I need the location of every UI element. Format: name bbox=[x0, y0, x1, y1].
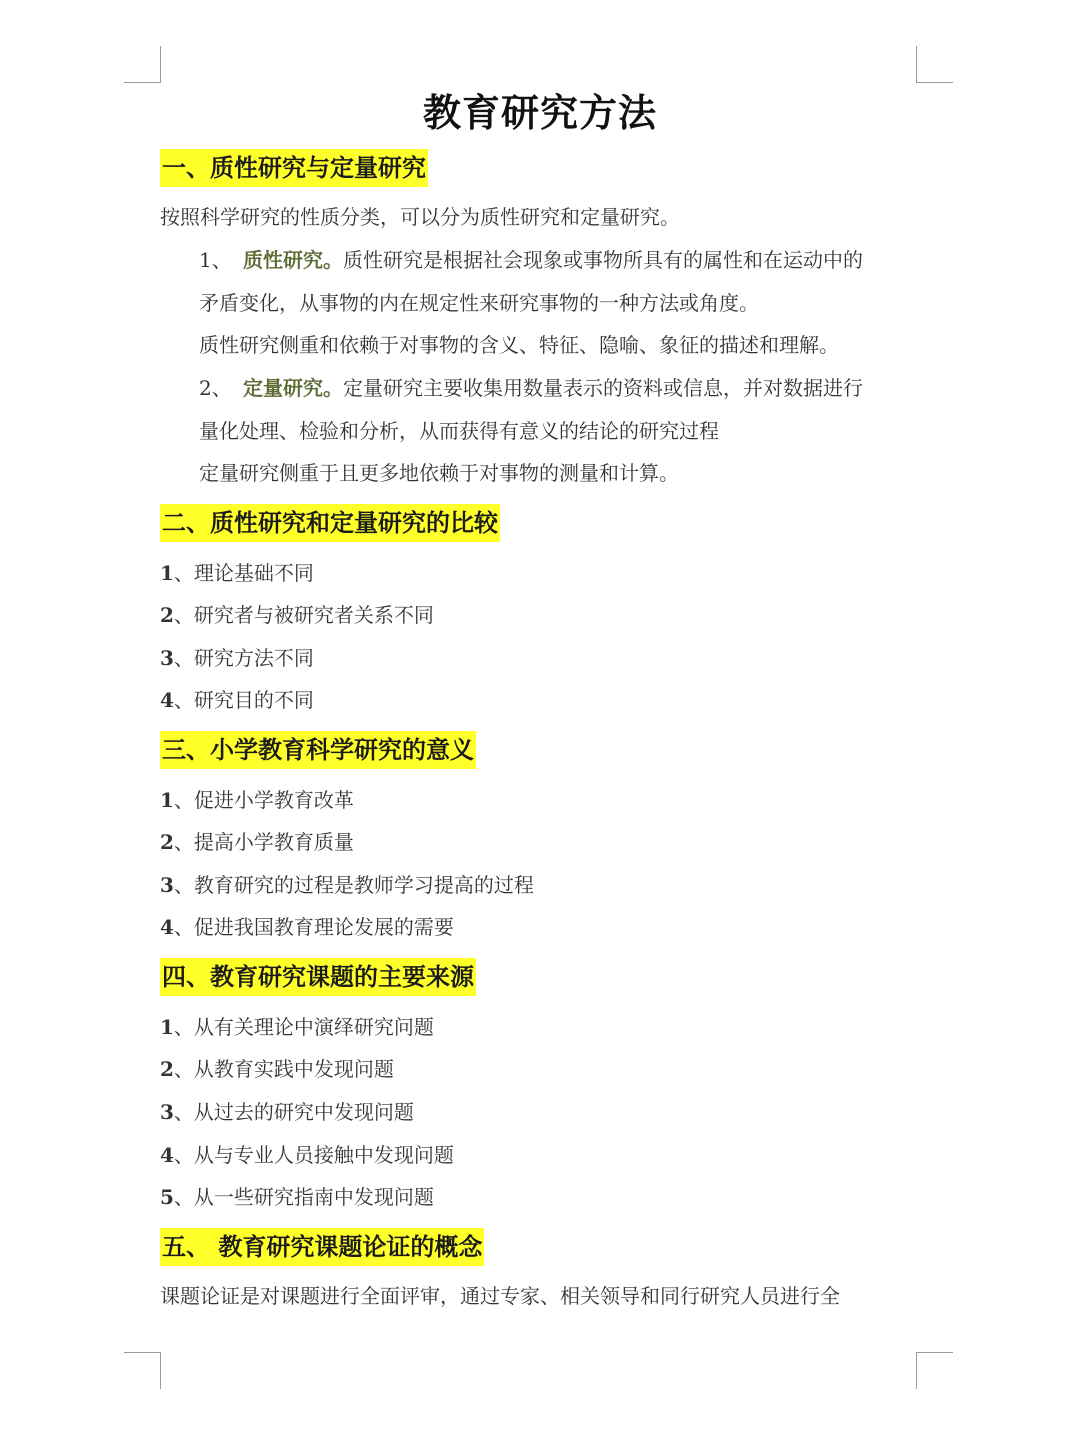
list-item-text: 、从过去的研究中发现问题 bbox=[173, 1100, 414, 1124]
section-heading-2: 二、质性研究和定量研究的比较 bbox=[160, 504, 500, 542]
section-heading-1: 一、质性研究与定量研究 bbox=[160, 149, 428, 187]
list-item-text: 、从有关理论中演绎研究问题 bbox=[173, 1015, 434, 1039]
list-item-text: 、促进我国教育理论发展的需要 bbox=[173, 915, 454, 939]
section1-intro: 按照科学研究的性质分类，可以分为质性研究和定量研究。 bbox=[160, 205, 680, 229]
section-heading-4: 四、教育研究课题的主要来源 bbox=[160, 958, 476, 996]
crop-mark-bottom-left bbox=[124, 1352, 161, 1389]
list-item bbox=[160, 913, 454, 941]
item-number: 1、 bbox=[199, 248, 232, 272]
list-item bbox=[160, 686, 314, 714]
list-item-number: 2 bbox=[160, 830, 174, 854]
list-item-text: 、理论基础不同 bbox=[173, 561, 314, 585]
list-item bbox=[160, 786, 354, 814]
document-title: 教育研究方法 bbox=[422, 90, 657, 135]
list-item-text: 、教育研究的过程是教师学习提高的过程 bbox=[173, 873, 534, 897]
crop-mark-bottom-right bbox=[916, 1352, 953, 1389]
list-item bbox=[160, 1098, 414, 1126]
list-item bbox=[160, 871, 534, 899]
list-item-number: 1 bbox=[160, 788, 174, 812]
section1-item1-line2: 矛盾变化，从事物的内在规定性来研究事物的一种方法或角度。 bbox=[199, 291, 759, 315]
list-item bbox=[160, 1013, 434, 1041]
list-item-number: 4 bbox=[160, 688, 174, 712]
list-item bbox=[160, 644, 314, 672]
list-item-number: 1 bbox=[160, 561, 174, 585]
list-item-number: 3 bbox=[160, 646, 174, 670]
section1-item1-line1 bbox=[199, 246, 863, 274]
section1-item2-line2: 量化处理、检验和分析，从而获得有意义的结论的研究过程 bbox=[199, 419, 719, 443]
section1-item2-line1 bbox=[199, 374, 863, 402]
list-item-number: 1 bbox=[160, 1015, 174, 1039]
list-item bbox=[160, 601, 434, 629]
list-item-text: 、提高小学教育质量 bbox=[173, 830, 354, 854]
list-item-number: 2 bbox=[160, 603, 174, 627]
list-item bbox=[160, 1141, 454, 1169]
item-text: 定量研究主要收集用数量表示的资料或信息，并对数据进行 bbox=[343, 376, 863, 400]
list-item bbox=[160, 1055, 394, 1083]
crop-mark-top-left bbox=[124, 46, 161, 83]
list-item bbox=[160, 1183, 434, 1211]
section-heading-3: 三、小学教育科学研究的意义 bbox=[160, 731, 476, 769]
section5-line1: 课题论证是对课题进行全面评审，通过专家、相关领导和同行研究人员进行全 bbox=[160, 1284, 840, 1308]
list-item-number: 2 bbox=[160, 1057, 174, 1081]
list-item-number: 5 bbox=[160, 1185, 174, 1209]
term-quantitative: 定量研究。 bbox=[243, 376, 343, 400]
list-item-number: 3 bbox=[160, 873, 174, 897]
section-heading-5: 五、 教育研究课题论证的概念 bbox=[160, 1228, 484, 1266]
item-text: 质性研究是根据社会现象或事物所具有的属性和在运动中的 bbox=[343, 248, 863, 272]
list-item-text: 、促进小学教育改革 bbox=[173, 788, 354, 812]
list-item-number: 4 bbox=[160, 915, 174, 939]
list-item bbox=[160, 559, 314, 587]
list-item-text: 、从一些研究指南中发现问题 bbox=[173, 1185, 434, 1209]
list-item-text: 、研究方法不同 bbox=[173, 646, 314, 670]
list-item-text: 、研究者与被研究者关系不同 bbox=[173, 603, 434, 627]
item-number: 2、 bbox=[199, 376, 232, 400]
list-item-text: 、研究目的不同 bbox=[173, 688, 314, 712]
list-item-text: 、从教育实践中发现问题 bbox=[173, 1057, 394, 1081]
list-item bbox=[160, 828, 354, 856]
crop-mark-top-right bbox=[916, 46, 953, 83]
term-qualitative: 质性研究。 bbox=[243, 248, 343, 272]
section1-item1-line3: 质性研究侧重和依赖于对事物的含义、特征、隐喻、象征的描述和理解。 bbox=[199, 333, 839, 357]
list-item-number: 3 bbox=[160, 1100, 174, 1124]
list-item-number: 4 bbox=[160, 1143, 174, 1167]
list-item-text: 、从与专业人员接触中发现问题 bbox=[173, 1143, 454, 1167]
section1-item2-line3: 定量研究侧重于且更多地依赖于对事物的测量和计算。 bbox=[199, 461, 679, 485]
